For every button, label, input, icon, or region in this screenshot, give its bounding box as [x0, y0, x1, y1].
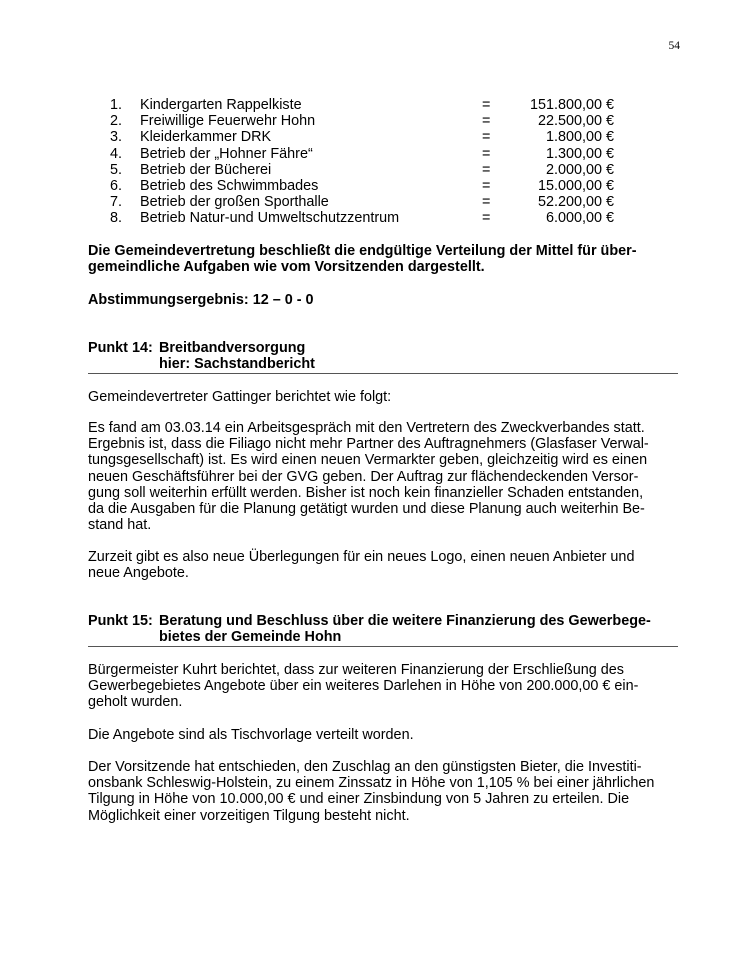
equals-sign: = [482, 161, 491, 178]
vote-result: Abstimmungsergebnis: 12 – 0 - 0 [88, 292, 314, 308]
punkt-14-paragraph-2 [88, 549, 668, 581]
punkt-14-intro: Gemeindevertreter Gattinger berichtet wie folgt: [88, 389, 392, 405]
item-label: Betrieb des Schwimmbades [140, 177, 319, 194]
item-number: 7. [110, 194, 123, 211]
text-line: gung soll weiterhin erfüllt werden. Bisher ist noch kein finanzieller Schaden entstanden, [88, 484, 644, 501]
item-number: 8. [110, 210, 123, 227]
item-number: 3. [110, 129, 123, 146]
item-amount: 22.500,00 € [537, 113, 614, 130]
section-divider [88, 373, 678, 374]
equals-sign: = [482, 129, 491, 146]
item-label: Freiwillige Feuerwehr Hohn [140, 113, 316, 130]
section-heading-punkt-15 [88, 613, 678, 645]
item-number: 5. [110, 161, 123, 178]
item-label: Betrieb der großen Sporthalle [140, 194, 329, 211]
text-line: stand hat. [88, 517, 152, 534]
punkt-15-paragraph-2: Die Angebote sind als Tischvorlage verteilt worden. [88, 727, 414, 743]
item-amount: 6.000,00 € [545, 210, 614, 227]
text-line: Ergebnis ist, dass die Filiago nicht mehr Partner des Auftragnehmers (Glasfaser Verwal- [88, 436, 649, 453]
item-label: Betrieb der „Hohner Fähre“ [140, 145, 313, 162]
section-title: Beratung und Beschluss über die weitere Finanzierung des Gewerbege- [159, 613, 651, 629]
punkt-15-paragraph-3 [88, 759, 668, 824]
equals-sign: = [482, 194, 491, 211]
section-subtitle: bietes der Gemeinde Hohn [159, 629, 342, 646]
item-label: Kleiderkammer DRK [140, 129, 272, 146]
equals-sign: = [482, 97, 491, 113]
decision-line: Die Gemeindevertretung beschließt die endgültige Verteilung der Mittel für über- [88, 243, 637, 259]
text-line: Bürgermeister Kuhrt berichtet, dass zur weiteren Finanzierung der Erschließung des [88, 662, 624, 678]
text-line: Tilgung in Höhe von 10.000,00 € und einer Zinsbindung von 5 Jahren zu erteilen. Die [88, 791, 630, 808]
list-item [110, 194, 620, 210]
equals-sign: = [482, 113, 491, 130]
item-amount: 15.000,00 € [537, 177, 614, 194]
item-amount: 1.300,00 € [545, 145, 614, 162]
section-divider [88, 646, 678, 647]
section-label: Punkt 14: [88, 340, 153, 356]
equals-sign: = [482, 145, 491, 162]
list-item [110, 178, 620, 194]
text-line: Es fand am 03.03.14 ein Arbeitsgespräch mit den Vertretern des Zweckverbandes statt. [88, 420, 645, 436]
text-line: neuen Geschäftsführer bei der GVG geben. Der Auftrag zur flächendeckenden Versor- [88, 468, 639, 485]
decision-line: gemeindliche Aufgaben wie vom Vorsitzenden dargestellt. [88, 259, 485, 276]
text-line: Gewerbegebietes Angebote über ein weiteres Darlehen in Höhe von 200.000,00 € ein- [88, 678, 639, 695]
text-line: Der Vorsitzende hat entschieden, den Zuschlag an den günstigsten Bieter, die Investiti- [88, 759, 642, 775]
punkt-14-paragraph-1 [88, 420, 668, 533]
item-amount: 151.800,00 € [529, 97, 614, 113]
section-subtitle: hier: Sachstandbericht [159, 356, 315, 373]
item-amount: 52.200,00 € [537, 194, 614, 211]
text-line: geholt wurden. [88, 694, 183, 711]
text-line: onsbank Schleswig-Holstein, zu einem Zinssatz in Höhe von 1,105 % bei einer jährlichen [88, 775, 655, 792]
section-heading-punkt-14 [88, 340, 678, 372]
text-line: Möglichkeit einer vorzeitigen Tilgung besteht nicht. [88, 807, 410, 824]
text-line: da die Ausgaben für die Planung getätigt wurden und diese Planung auch weiterhin Be- [88, 501, 645, 518]
list-item [110, 210, 620, 226]
page-number: 54 [668, 40, 680, 52]
equals-sign: = [482, 210, 491, 227]
list-item [110, 129, 620, 145]
item-number: 2. [110, 113, 123, 130]
allocation-list [110, 97, 620, 227]
equals-sign: = [482, 177, 491, 194]
text-line: neue Angebote. [88, 565, 189, 582]
section-label: Punkt 15: [88, 613, 153, 629]
item-amount: 1.800,00 € [545, 129, 614, 146]
item-number: 4. [110, 145, 123, 162]
item-amount: 2.000,00 € [545, 161, 614, 178]
decision-text [88, 243, 668, 275]
list-item [110, 113, 620, 129]
list-item [110, 146, 620, 162]
text-line: tungsgesellschaft) ist. Es wird einen neuen Vermarkter geben, gleichzeitig wird es einen [88, 452, 648, 469]
list-item [110, 162, 620, 178]
item-label: Betrieb Natur-und Umweltschutzzentrum [140, 210, 400, 227]
list-item [110, 97, 620, 113]
item-label: Kindergarten Rappelkiste [140, 97, 302, 113]
section-title: Breitbandversorgung [159, 340, 306, 356]
item-number: 6. [110, 177, 123, 194]
text-line: Zurzeit gibt es also neue Überlegungen für ein neues Logo, einen neuen Anbieter und [88, 549, 635, 565]
item-label: Betrieb der Bücherei [140, 161, 272, 178]
punkt-15-paragraph-1 [88, 662, 668, 711]
item-number: 1. [110, 97, 123, 113]
